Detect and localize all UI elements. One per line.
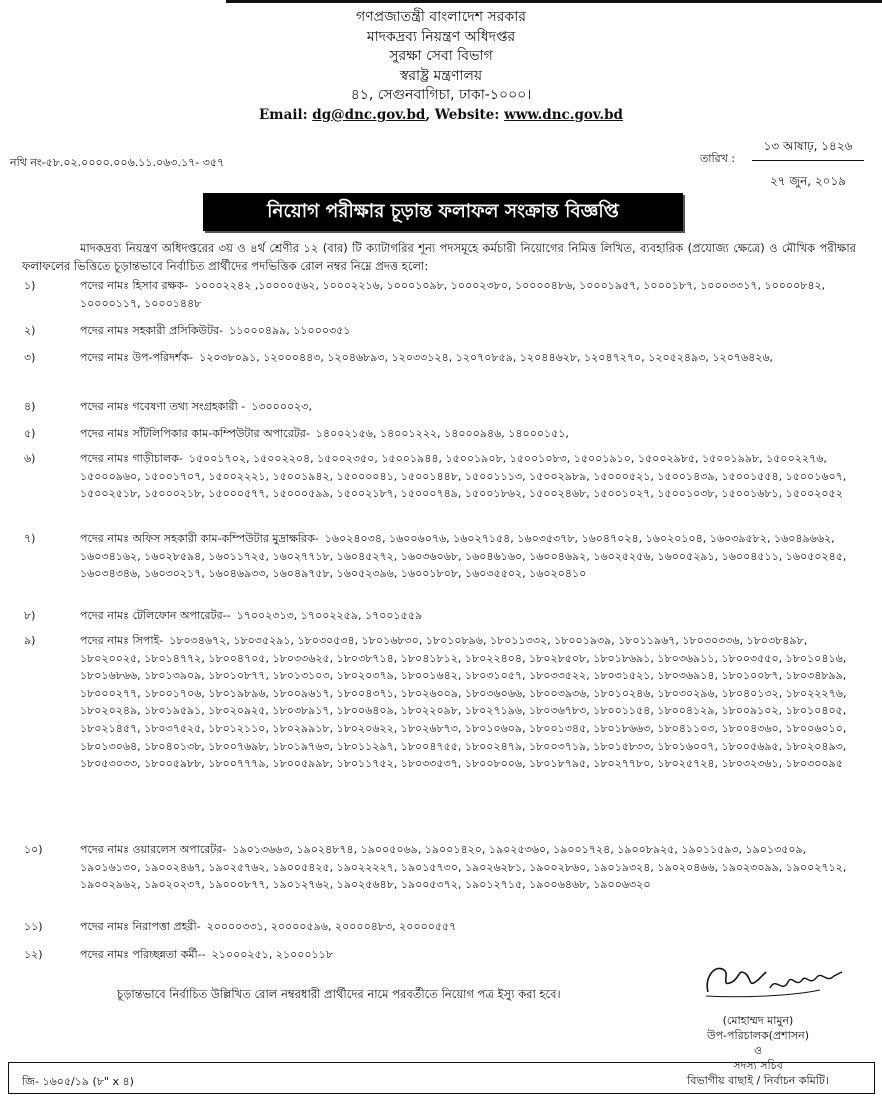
post-label: পদের নামঃ গবেষণা তথ্য সংগ্রহকারী - xyxy=(80,400,246,413)
post-label: পদের নামঃ সহকারী প্রসিকিউটর- xyxy=(80,324,224,337)
item-number: ৩) xyxy=(24,351,36,364)
roll-numbers: ২১০০০২৫১, ২১০০০১১৮ xyxy=(211,948,333,961)
item-number: ১০) xyxy=(24,843,43,856)
header-line-ministry: স্বরাষ্ট্র মন্ত্রণালয় xyxy=(399,67,483,84)
handwritten-signature xyxy=(702,958,852,1002)
item-number: ৪) xyxy=(24,400,36,413)
date-gregorian: ২৭ জুন, ২০১৯ xyxy=(769,174,847,188)
header-line-govt: গণপ্রজাতন্ত্রী বাংলাদেশ সরকার xyxy=(356,9,526,25)
date-block xyxy=(752,138,864,193)
signatory-role: সদস্য সচিব xyxy=(733,1059,783,1072)
intro-paragraph: মাদকদ্রব্য নিয়ন্ত্রণ অধিদপ্তরের ৩য় ও ৪র্থ শ্রেণীর ১২ (বার) টি ক্যাটাগরির শূন্য পদসমূহে কর্মচারী নিয়োগের নিমিত্ত লিখিত, ব্যবহারিক (প্রযোজ্য ক্ষেত্রে) ও মৌখিক পরীক্ষার ফলাফলের ভিত্তিতে চূড়ান্তভাবে নির্বাচিত প্রার্থীদের পদভিত্তিক রোল নম্বর নিম্নে প্রদত্ত হলো: xyxy=(22,241,856,273)
post-label: পদের নামঃ সিপাই- xyxy=(80,634,164,647)
top-rule xyxy=(226,0,882,3)
signatory-conjunction: ও xyxy=(753,1044,763,1057)
contact-line xyxy=(0,106,882,126)
post-label: পদের নামঃ পরিচ্ছন্নতা কর্মী-- xyxy=(80,948,206,961)
roll-numbers: ১১০০০৪৯৯, ১১০০০৩৫১ xyxy=(229,324,351,337)
date-bangla: ১৩ আষাঢ়, ১৪২৬ xyxy=(752,138,864,161)
website-label: , Website: xyxy=(425,106,500,123)
roll-numbers: ১২০৩৮০৯১, ১২০০০৪৪৩, ১২০৪৬৮৯৩, ১২০৩৩১২৪, ১২০৭০৮৫৯, ১২০৪৪৬২৮, ১২০৪৭২৭০, ১২০৫২৪৯৩, ১২০৭৬৪২৬, xyxy=(199,351,774,364)
item-number: ৮) xyxy=(24,609,36,622)
header-line-division: সুরক্ষা সেবা বিভাগ xyxy=(389,48,493,64)
item-number: ১২) xyxy=(24,948,43,961)
roll-numbers: ১৭০০২৩১৩, ১৭০০২২৫৯, ১৭০০১৫৫৯ xyxy=(236,609,423,622)
post-label: পদের নামঃ উপ-পরিদর্শক- xyxy=(80,351,194,364)
item-number: ৬) xyxy=(24,452,36,465)
post-label: পদের নামঃ অফিস সহকারী কাম-কম্পিউটার মুদ্রাক্ষরিক- xyxy=(80,532,319,545)
item-number: ২) xyxy=(24,324,36,337)
signatory-name: (মোহাম্মদ মামুন) xyxy=(722,1014,794,1027)
print-reference: জি- ১৬০৫/১৯ (৮" x ৪) xyxy=(22,1075,134,1088)
item-number: ৫) xyxy=(24,427,36,440)
header-line-department: মাদকদ্রব্য নিয়ন্ত্রণ অধিদপ্তর xyxy=(366,28,516,45)
roll-numbers: ১০০০২২৪২ ,১০০০০৫৬২, ১০০০২২১৬, ১০০০১০৯৮, ১০০০২৩৮০, ১০০০০৪৮৬, ১০০০১৯৫৭, ১০০০১৮৭, ১০০০৩৩১৭, ১০০০০৮৪২, ১০০০০১১৭, ১০০০১৪৪৮ xyxy=(80,279,826,310)
date-label: তারিখ : xyxy=(700,152,736,165)
item-number: ৭) xyxy=(24,532,36,545)
header-line-address: ৪১, সেগুনবাগিচা, ঢাকা-১০০০। xyxy=(350,87,532,103)
roll-numbers: ১৯০১৩৬৬৩, ১৯০২৪৮৭৪, ১৯০০৫০৬৯, ১৯০০১৪২০, ১৯০২৫৩৬০, ১৯০০১৭২৪, ১৯০০৮৯২৫, ১৯০১১৫৯৩, ১৯০১৩৫০৯, ১৯০১৬১৩০, ১৯০০২৪৬৭, ১৯০২৫৭৬২, ১৯০০৫৪২৫, ১৯০২২২২৭, ১৯০১৫৭৩০, ১৯০২৬২৮১, ১৯০০২৮৬০, ১৯০১৯৩২৪, ১৯০২০৪৬৬, ১৯০২৩০৯৯, ১৯০০২৭১২, ১৯০০২৯৬২, ১৯০২০২৩৭, ১৯০০০৮৭৭, ১৯০১২৭৬২, ১৯০২৫৬৪৮, ১৯০০৫৩৭২, ১৯০১২৭১৫, ১৯০০৬৪৬৮, ১৯০০৬৩২০ xyxy=(80,843,847,892)
memo-number: নথি নং-৫৮.০২.০০০০.০০৬.১১.০৬৩.১৭- ৩৫৭ xyxy=(10,156,225,169)
post-label: পদের নামঃ গাড়ীচালক- xyxy=(80,452,183,465)
item-number: ৯) xyxy=(24,634,36,647)
notice-title: নিয়োগ পরীক্ষার চূড়ান্ত ফলাফল সংক্রান্ত বিজ্ঞপ্তি xyxy=(203,193,683,231)
email-link[interactable]: dg@dnc.gov.bd xyxy=(312,106,426,123)
roll-numbers: ১৫০০১৭০২, ১৫০০২২০৪, ১৫০০২৩৫০, ১৫০০১৯৪৪, ১৫০০১৯০৮, ১৫০০১০৮৩, ১৫০০১৯১০, ১৫০০২৯৮৫, ১৫০০১৯৯৮, ১৫০০২২৭৬, ১৫০০০৯৬০, ১৫০০১৭০৭, ১৫০০২২২১, ১৫০০১৯৪২, ১৫০০০০৪১, ১৫০০১৪৪৮, ১৫০০১১১৩, ১৫০০২৯৮৯, ১৫০০০৫২১, ১৫০০১৪৩৯, ১৫০০১৫৫৪, ১৫০০১৬০৭, ১৫০০২৫১৮, ১৫০০০২১৮, ১৫০০০৫৭৭, ১৫০০০৫৯৯, ১৫০০২১৮৭, ১৫০০০৭৪৯, ১৫০০১৮৬২, ১৫০০২৪৬৮, ১৫০০১০২৭, ১৫০০১০৩৮, ১৫০০১৬৮১, ১৫০০২০৫২ xyxy=(80,452,847,501)
item-number: ১১) xyxy=(24,920,43,933)
post-label: পদের নামঃ ওয়ারলেস অপারেটর- xyxy=(80,843,227,856)
roll-numbers: ১৩০০০০২৩, xyxy=(251,400,312,413)
website-link[interactable]: www.dnc.gov.bd xyxy=(504,106,623,123)
post-label: পদের নামঃ নিরাপত্তা প্রহরী- xyxy=(80,920,201,933)
roll-numbers: ১৬০২৪০৩৪, ১৬০০৬০৭৬, ১৬০২৭১৫৪, ১৬০৩৫৩৭৮, ১৬০৪৭০২৪, ১৬০২০১০৪, ১৬০৩৯৫৮২, ১৬০৪৯৬৬২, ১৬০৩৪১৬২, ১৬০২৮৫৯৪, ১৬০১১৭২৫, ১৬০২৭৭১৮, ১৬০৪৫২৭২, ১৬০৩৬০৬৮, ১৬০৪৬১৬০, ১৬০০৪৬৯২, ১৬০২৫২৫৬, ১৬০০৫২৯১, ১৬০০৪৫১১, ১৬০৫০২৪৫, ১৬০৩৪৩৪৬, ১৬০৩০২১৭, ১৬০৪৬৯৩৩, ১৬০৪৯৭৫৮, ১৬০৫২৩৯৬, ১৬০০১৮০৮, ১৬০৩৫৫০২, ১৬০২০৪১০ xyxy=(80,532,847,581)
signatory-designation: উপ-পরিচালক(প্রশাসন) xyxy=(706,1029,809,1042)
roll-numbers: ২০০০০৩৩১, ২০০০০৫৯৬, ২০০০০৪৮৩, ২০০০০৫৫৭ xyxy=(206,920,457,933)
item-number: ১) xyxy=(24,279,36,292)
post-label: পদের নামঃ হিসাব রক্ষক- xyxy=(80,279,189,292)
roll-numbers: ১৮০৩৪৬৭২, ১৮০৩৫২৯১, ১৮০৩০৫৩৪, ১৮০১৬৮৩০, ১৮০১০৮৯৬, ১৮০১১৩৩২, ১৮০০১৯৩৯, ১৮০১১৯৬৭, ১৮০৩০৩৩৬, ১৮০৩৮৪৯৮, ১৮০২০০২৫, ১৮০১৪৭৭২, ১৮০০৪৭০৫, ১৮০৩৩৬২৫, ১৮০৩৮৭১৪, ১৮০৪১৮১২, ১৮০২২৪০৪, ১৮০২৮৫০৮, ১৮০১৮৬৯১, ১৮০৩৬৯১১, ১৮০০৩৫৫০, ১৮০১০৪১৬, ১৮০১৬৮৬৬, ১৮০১৩৯০৯, ১৮০১০৮৭৭, ১৮০১৩১০৩, ১৮০২০৩৭৯, ১৮০০১৬৪২, ১৮০৩১০৫৭, ১৮০৩৩৫২২, ১৮০৩১৫২১, ১৮০৩৬৯১৪, ১৮০১০০৮৭, ১৮০৩৪৮৯৯, ১৮০০০২৭৭, ১৮০০১৭০৬, ১৮০১৯৮৯৬, ১৮০০৯৬১৭, ১৮০০৪৩৭১, ১৮০২৬০০৯, ১৮০৩৬০৬৬, ১৮০০৩৯৩৬, ১৮০১০২৪৬, ১৮০৩০২৯৬, ১৮০৪০১৩২, ১৮০২২২৭৬, ১৮০২০২৪৯, ১৮০১৯৫৯১, ১৮০২০৯২৫, ১৮০৩৮৯১৭, ১৮০০৬৪০৯, ১৮০২২০৯৮, ১৮০২৭১৯৬, ১৮০৩৬৭৮৩, ১৮০০১১৫৪, ১৮০০৪১২৯, ১৮০০৯১০২, ১৮০১০৪০৫, ১৮০২১৪৫৭, ১৮০৩৭৫২৫, ১৮০১২১১০, ১৮০২৯৯১৮, ১৮০২০৬২২, ১৮০২৬৮৭৩, ১৮০১০৬০৯, ১৮০০১৩৪৫, ১৮০১৮৬৬৩, ১৮০৪১১০৩, ১৮০০৪৩৬০, ১৮০০৬০১০, ১৮০১৩০৬৪, ১৮০৪০১৩৮, ১৮০০৭৬৯৮, ১৮০১৯৭৬৩, ১৮০১১২৯৭, ১৮০০৪৭৫৫, ১৮০০২৪৭৯, ১৮০০৩৭১৯, ১৮০১৫৮৩৩, ১৮০১৬০০৭, ১৮০০৫৬৯৫, ১৮০২০৪৯৩, ১৮০৫৩০৩৩, ১৮০০৫৯৮৮, ১৮০০৭৭৭৯, ১৮০০৫৯৯৮, ১৮০১১৭৫২, ১৮০৩৩৫৩৭, ১৮০০৮০০৬, ১৮০১৮৭৯৫, ১৮০২৭৭৮০, ১৮০২৫৭২৪, ১৮০৩২৩৬১, ১৮০৩০০৯৫ xyxy=(80,634,847,771)
roll-numbers: ১৪০০২১৫৬, ১৪০০১২২২, ১৪০০০৯৪৬, ১৪০০০১৫১, xyxy=(315,427,569,440)
closing-statement: চূড়ান্তভাবে নির্বাচিত উল্লিখিত রোল নম্বরধারী প্রার্থীদের নামে পরবর্তীতে নিয়োগ পত্র ইস্যু করা হবে। xyxy=(117,987,561,1001)
email-label: Email: xyxy=(259,106,308,123)
post-label: পদের নামঃ টেলিফোন অপারেটর-- xyxy=(80,609,231,622)
committee-name: বিভাগীয় বাছাই / নির্বাচন কমিটি। xyxy=(687,1074,829,1087)
letterhead xyxy=(0,8,882,125)
post-label: পদের নামঃ সাঁটলিপিকার কাম-কম্পিউটার অপারেটর- xyxy=(80,427,310,440)
